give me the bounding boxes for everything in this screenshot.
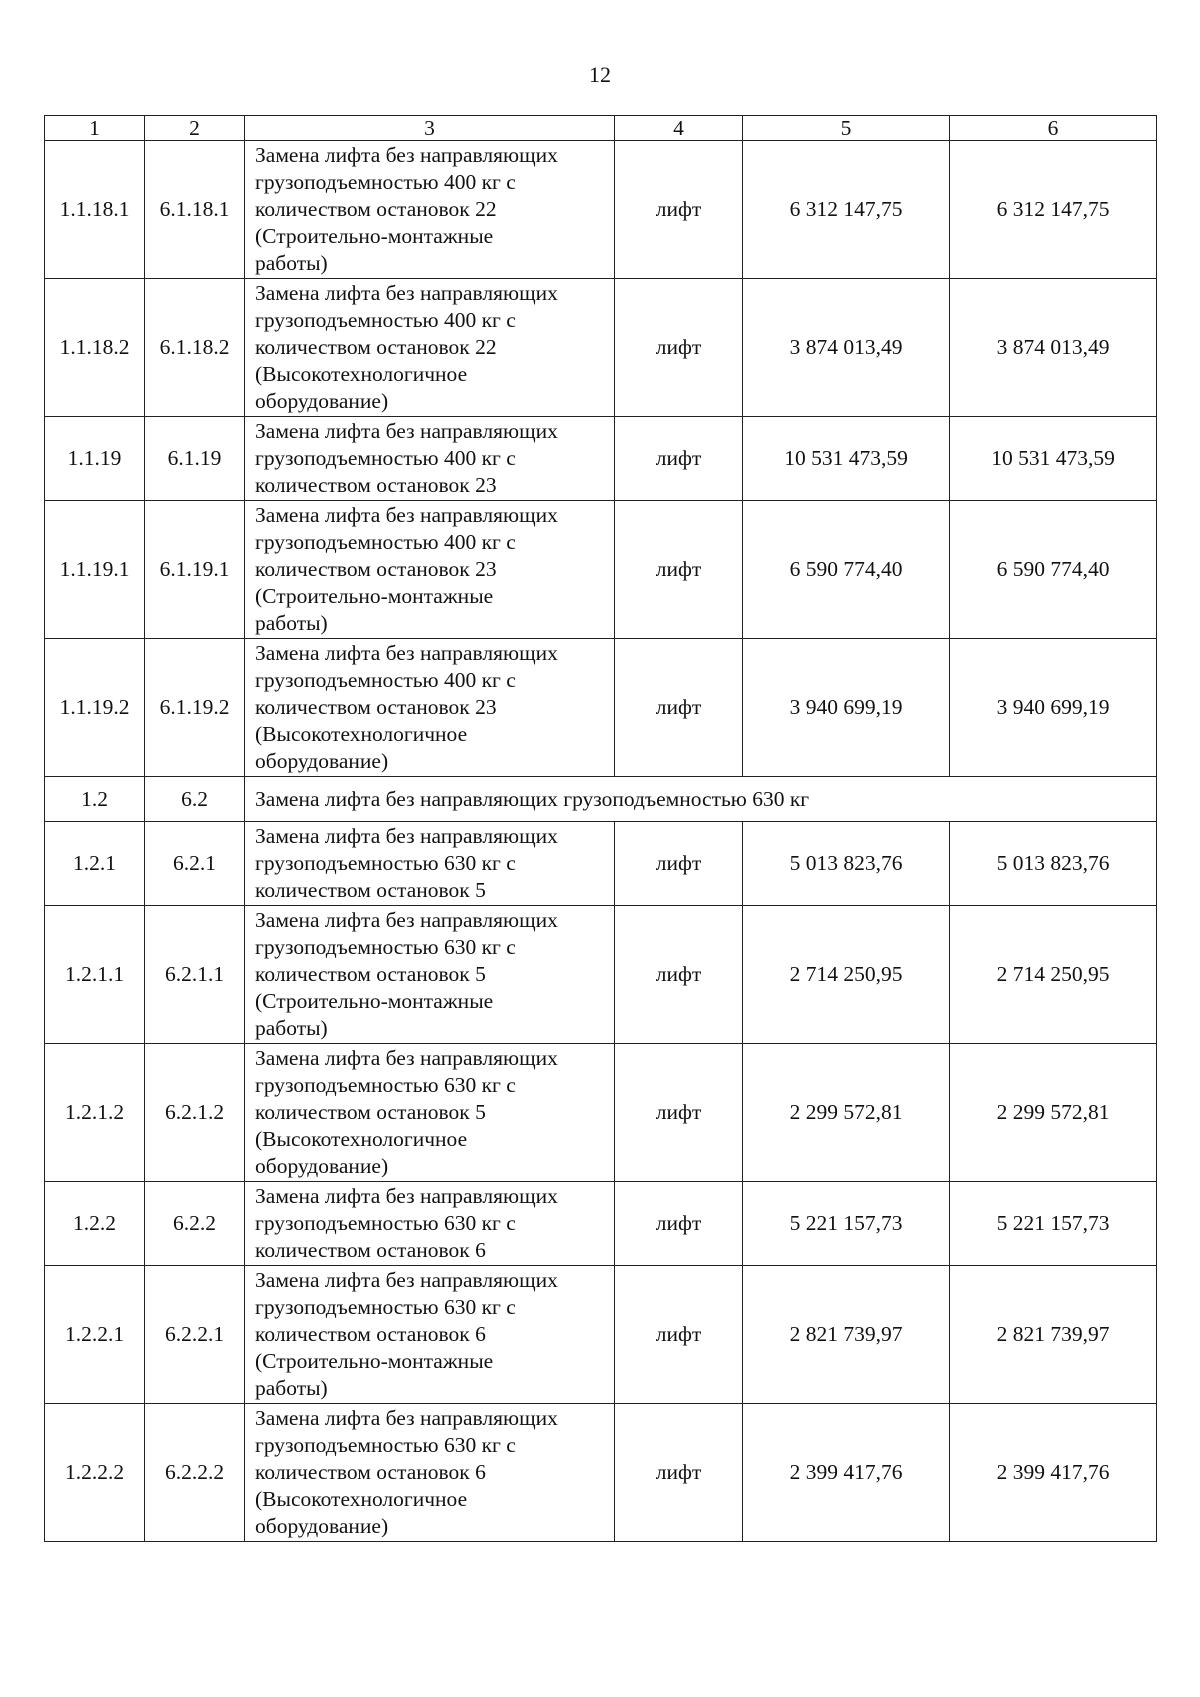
description-line: Замена лифта без направляющих bbox=[255, 281, 558, 305]
table-row bbox=[45, 279, 1157, 417]
row-number-cell: 1.2 bbox=[45, 777, 145, 822]
total-cost-cell: 2 714 250,95 bbox=[950, 906, 1157, 1044]
description-line: Замена лифта без направляющих bbox=[255, 419, 558, 443]
row-number-cell: 1.2.1.2 bbox=[45, 1044, 145, 1182]
description-cell bbox=[245, 1182, 615, 1266]
cost-cell: 3 874 013,49 bbox=[743, 279, 950, 417]
description-line: количеством остановок 6 bbox=[255, 1238, 486, 1262]
unit-cell: лифт bbox=[615, 1044, 743, 1182]
row-code-cell: 6.1.19 bbox=[145, 417, 245, 501]
cost-cell: 2 299 572,81 bbox=[743, 1044, 950, 1182]
description-cell bbox=[245, 906, 615, 1044]
cost-cell: 6 312 147,75 bbox=[743, 141, 950, 279]
description-line: Замена лифта без направляющих bbox=[255, 641, 558, 665]
table-row bbox=[45, 822, 1157, 906]
total-cost-cell: 2 299 572,81 bbox=[950, 1044, 1157, 1182]
description-line: (Высокотехнологичное bbox=[255, 1487, 468, 1511]
cost-cell: 6 590 774,40 bbox=[743, 501, 950, 639]
group-title-cell: Замена лифта без направляющих грузоподъемностью 630 кг bbox=[245, 777, 1157, 822]
description-line: грузоподъемностью 400 кг с bbox=[255, 446, 516, 470]
row-code-cell: 6.2.1.1 bbox=[145, 906, 245, 1044]
description-line: количеством остановок 23 bbox=[255, 557, 497, 581]
price-table bbox=[44, 115, 1157, 1542]
unit-cell: лифт bbox=[615, 279, 743, 417]
description-line: грузоподъемностью 630 кг с bbox=[255, 1073, 516, 1097]
total-cost-cell: 3 940 699,19 bbox=[950, 639, 1157, 777]
description-cell bbox=[245, 417, 615, 501]
row-number-cell: 1.2.2 bbox=[45, 1182, 145, 1266]
description-line: Замена лифта без направляющих bbox=[255, 1184, 558, 1208]
row-number-cell: 1.2.2.2 bbox=[45, 1404, 145, 1542]
description-cell bbox=[245, 1404, 615, 1542]
unit-cell: лифт bbox=[615, 417, 743, 501]
row-code-cell: 6.1.19.2 bbox=[145, 639, 245, 777]
description-line: Замена лифта без направляющих bbox=[255, 1406, 558, 1430]
table-header-row bbox=[45, 116, 1157, 141]
column-header: 4 bbox=[615, 116, 743, 141]
row-code-cell: 6.2.2.1 bbox=[145, 1266, 245, 1404]
table-row bbox=[45, 501, 1157, 639]
description-line: (Строительно-монтажные bbox=[255, 584, 494, 608]
unit-cell: лифт bbox=[615, 822, 743, 906]
description-line: грузоподъемностью 400 кг с bbox=[255, 170, 516, 194]
description-line: количеством остановок 6 bbox=[255, 1322, 486, 1346]
total-cost-cell: 3 874 013,49 bbox=[950, 279, 1157, 417]
column-header: 2 bbox=[145, 116, 245, 141]
description-line: работы) bbox=[255, 1376, 328, 1400]
unit-cell: лифт bbox=[615, 639, 743, 777]
row-code-cell: 6.1.18.1 bbox=[145, 141, 245, 279]
description-cell bbox=[245, 279, 615, 417]
description-line: работы) bbox=[255, 251, 328, 275]
description-line: количеством остановок 22 bbox=[255, 197, 497, 221]
cost-cell: 2 821 739,97 bbox=[743, 1266, 950, 1404]
description-cell bbox=[245, 1266, 615, 1404]
description-line: количеством остановок 6 bbox=[255, 1460, 486, 1484]
description-line: Замена лифта без направляющих bbox=[255, 1046, 558, 1070]
description-cell bbox=[245, 501, 615, 639]
row-number-cell: 1.2.1 bbox=[45, 822, 145, 906]
total-cost-cell: 5 013 823,76 bbox=[950, 822, 1157, 906]
description-line: оборудование) bbox=[255, 1514, 389, 1538]
unit-cell: лифт bbox=[615, 1182, 743, 1266]
table-row bbox=[45, 417, 1157, 501]
row-code-cell: 6.1.19.1 bbox=[145, 501, 245, 639]
description-line: (Высокотехнологичное bbox=[255, 722, 468, 746]
description-line: количеством остановок 5 bbox=[255, 878, 486, 902]
description-line: (Строительно-монтажные bbox=[255, 1349, 494, 1373]
description-line: Замена лифта без направляющих bbox=[255, 824, 558, 848]
cost-cell: 3 940 699,19 bbox=[743, 639, 950, 777]
total-cost-cell: 6 312 147,75 bbox=[950, 141, 1157, 279]
total-cost-cell: 10 531 473,59 bbox=[950, 417, 1157, 501]
description-line: грузоподъемностью 400 кг с bbox=[255, 308, 516, 332]
column-header: 5 bbox=[743, 116, 950, 141]
table-group-row bbox=[45, 777, 1157, 822]
row-number-cell: 1.2.2.1 bbox=[45, 1266, 145, 1404]
column-header: 3 bbox=[245, 116, 615, 141]
description-line: работы) bbox=[255, 1016, 328, 1040]
description-line: количеством остановок 22 bbox=[255, 335, 497, 359]
row-code-cell: 6.2.1.2 bbox=[145, 1044, 245, 1182]
table-row bbox=[45, 1266, 1157, 1404]
description-line: оборудование) bbox=[255, 1154, 389, 1178]
description-line: грузоподъемностью 400 кг с bbox=[255, 530, 516, 554]
total-cost-cell: 2 399 417,76 bbox=[950, 1404, 1157, 1542]
row-number-cell: 1.1.18.2 bbox=[45, 279, 145, 417]
row-code-cell: 6.2.2.2 bbox=[145, 1404, 245, 1542]
description-line: грузоподъемностью 630 кг с bbox=[255, 851, 516, 875]
description-line: (Высокотехнологичное bbox=[255, 1127, 468, 1151]
row-code-cell: 6.2.2 bbox=[145, 1182, 245, 1266]
description-line: грузоподъемностью 630 кг с bbox=[255, 935, 516, 959]
table-row bbox=[45, 906, 1157, 1044]
row-number-cell: 1.1.18.1 bbox=[45, 141, 145, 279]
description-cell bbox=[245, 822, 615, 906]
row-number-cell: 1.2.1.1 bbox=[45, 906, 145, 1044]
unit-cell: лифт bbox=[615, 1266, 743, 1404]
description-line: Замена лифта без направляющих bbox=[255, 143, 558, 167]
row-number-cell: 1.1.19 bbox=[45, 417, 145, 501]
unit-cell: лифт bbox=[615, 141, 743, 279]
description-line: грузоподъемностью 630 кг с bbox=[255, 1211, 516, 1235]
description-line: количеством остановок 23 bbox=[255, 473, 497, 497]
cost-cell: 5 013 823,76 bbox=[743, 822, 950, 906]
description-line: оборудование) bbox=[255, 389, 389, 413]
description-line: грузоподъемностью 630 кг с bbox=[255, 1295, 516, 1319]
description-line: (Высокотехнологичное bbox=[255, 362, 468, 386]
row-code-cell: 6.1.18.2 bbox=[145, 279, 245, 417]
description-cell bbox=[245, 639, 615, 777]
description-line: количеством остановок 23 bbox=[255, 695, 497, 719]
column-header: 6 bbox=[950, 116, 1157, 141]
column-header: 1 bbox=[45, 116, 145, 141]
unit-cell: лифт bbox=[615, 906, 743, 1044]
total-cost-cell: 2 821 739,97 bbox=[950, 1266, 1157, 1404]
cost-cell: 2 714 250,95 bbox=[743, 906, 950, 1044]
table-row bbox=[45, 141, 1157, 279]
row-code-cell: 6.2.1 bbox=[145, 822, 245, 906]
total-cost-cell: 5 221 157,73 bbox=[950, 1182, 1157, 1266]
description-line: Замена лифта без направляющих bbox=[255, 908, 558, 932]
unit-cell: лифт bbox=[615, 501, 743, 639]
row-number-cell: 1.1.19.1 bbox=[45, 501, 145, 639]
unit-cell: лифт bbox=[615, 1404, 743, 1542]
description-cell bbox=[245, 141, 615, 279]
description-line: количеством остановок 5 bbox=[255, 1100, 486, 1124]
table-row bbox=[45, 1044, 1157, 1182]
row-number-cell: 1.1.19.2 bbox=[45, 639, 145, 777]
description-line: Замена лифта без направляющих bbox=[255, 503, 558, 527]
table-row bbox=[45, 639, 1157, 777]
table-row bbox=[45, 1182, 1157, 1266]
description-line: количеством остановок 5 bbox=[255, 962, 486, 986]
description-line: (Строительно-монтажные bbox=[255, 224, 494, 248]
description-line: работы) bbox=[255, 611, 328, 635]
cost-cell: 5 221 157,73 bbox=[743, 1182, 950, 1266]
page-number: 12 bbox=[589, 62, 611, 87]
description-cell bbox=[245, 1044, 615, 1182]
description-line: Замена лифта без направляющих bbox=[255, 1268, 558, 1292]
row-code-cell: 6.2 bbox=[145, 777, 245, 822]
description-line: оборудование) bbox=[255, 749, 389, 773]
table-row bbox=[45, 1404, 1157, 1542]
cost-cell: 10 531 473,59 bbox=[743, 417, 950, 501]
description-line: грузоподъемностью 400 кг с bbox=[255, 668, 516, 692]
total-cost-cell: 6 590 774,40 bbox=[950, 501, 1157, 639]
description-line: (Строительно-монтажные bbox=[255, 989, 494, 1013]
table-body bbox=[45, 116, 1157, 1542]
cost-cell: 2 399 417,76 bbox=[743, 1404, 950, 1542]
description-line: грузоподъемностью 630 кг с bbox=[255, 1433, 516, 1457]
